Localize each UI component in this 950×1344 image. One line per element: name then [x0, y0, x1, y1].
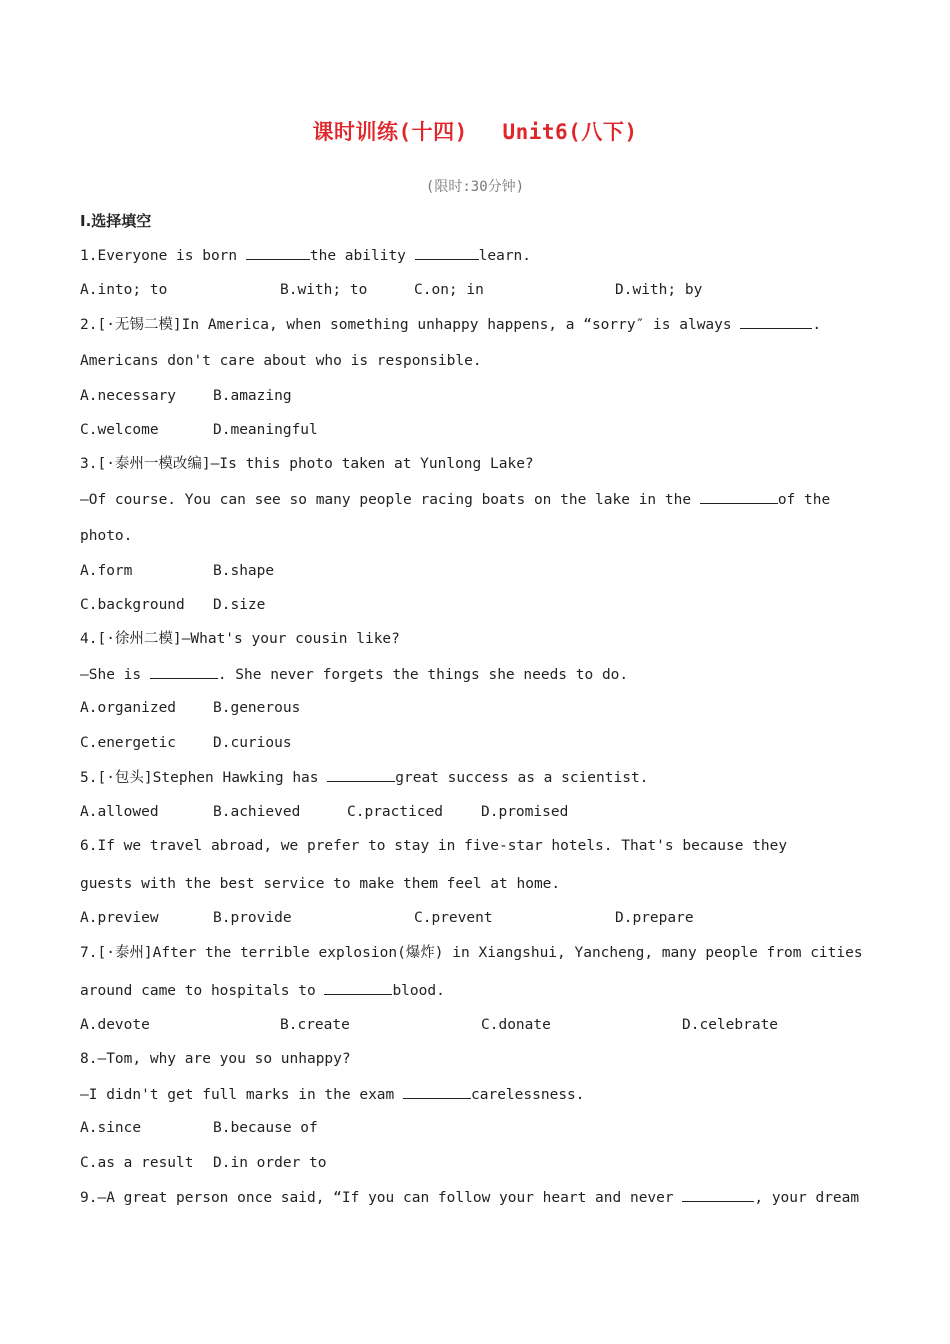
question-3-line-1: 3.[·泰州一模改编]—Is this photo taken at Yunlong Lake? — [80, 456, 534, 472]
question-3-line-3: photo. — [80, 528, 133, 544]
answer-blank — [403, 1084, 471, 1099]
question-6-line-2: guests with the best service to make them feel at home. — [80, 876, 561, 892]
question-4-line-1: 4.[·徐州二模]—What's your cousin like? — [80, 631, 400, 647]
answer-blank — [415, 245, 479, 260]
question-7-line-2: around came to hospitals to blood. — [80, 980, 870, 1001]
q4-option-b[interactable]: B.generous — [213, 700, 301, 716]
q7-option-c[interactable]: C.donate — [481, 1017, 551, 1033]
q4-option-a[interactable]: A.organized — [80, 700, 177, 716]
question-5: 5.[·包头]Stephen Hawking has great success as a scientist. — [80, 767, 870, 788]
question-4-line-2: —She is . She never forgets the things she needs to do. — [80, 664, 870, 685]
q4-option-d[interactable]: D.curious — [213, 735, 292, 751]
q6-option-a[interactable]: A.preview — [80, 910, 159, 926]
question-2-line-1: 2.[·无锡二模]In America, when something unhappy happens, a “sorry″ is always . — [80, 314, 870, 335]
q6-option-d[interactable]: D.prepare — [615, 910, 694, 926]
question-3-line-2: —Of course. You can see so many people racing boats on the lake in the of the — [80, 489, 870, 510]
q2-option-d[interactable]: D.meaningful — [213, 422, 318, 438]
q3-option-a[interactable]: A.form — [80, 563, 133, 579]
page-title: 课时训练(十四) Unit6(八下) — [312, 120, 638, 144]
q1-option-d[interactable]: D.with; by — [615, 282, 703, 298]
q6-option-b[interactable]: B.provide — [213, 910, 292, 926]
answer-blank — [700, 489, 778, 504]
question-9-line-1: 9.—A great person once said, “If you can follow your heart and never , your dream — [80, 1187, 870, 1208]
q3-option-c[interactable]: C.background — [80, 597, 185, 613]
answer-blank — [246, 245, 310, 260]
q3-option-d[interactable]: D.size — [213, 597, 266, 613]
q5-option-b[interactable]: B.achieved — [213, 804, 301, 820]
question-1: 1.Everyone is born the ability learn. — [80, 245, 870, 266]
q8-option-a[interactable]: A.since — [80, 1120, 142, 1136]
section-heading: Ⅰ.选择填空 — [80, 212, 152, 230]
answer-blank — [150, 664, 218, 679]
answer-blank — [740, 314, 812, 329]
time-limit: (限时:30分钟) — [425, 179, 525, 195]
q2-option-a[interactable]: A.necessary — [80, 388, 177, 404]
q8-option-c[interactable]: C.as a result — [80, 1155, 194, 1171]
q8-option-b[interactable]: B.because of — [213, 1120, 318, 1136]
question-6-line-1: 6.If we travel abroad, we prefer to stay in five-star hotels. That's because they — [80, 838, 788, 854]
question-8-line-1: 8.—Tom, why are you so unhappy? — [80, 1051, 351, 1067]
q1-option-b[interactable]: B.with; to — [280, 282, 368, 298]
q8-option-d[interactable]: D.in order to — [213, 1155, 327, 1171]
q1-option-c[interactable]: C.on; in — [414, 282, 484, 298]
answer-blank — [682, 1187, 754, 1202]
q5-option-a[interactable]: A.allowed — [80, 804, 159, 820]
q1-option-a[interactable]: A.into; to — [80, 282, 168, 298]
q3-option-b[interactable]: B.shape — [213, 563, 275, 579]
question-8-line-2: —I didn't get full marks in the exam carelessness. — [80, 1084, 870, 1105]
q7-option-d[interactable]: D.celebrate — [682, 1017, 779, 1033]
question-2-line-2: Americans don't care about who is responsible. — [80, 353, 482, 369]
q4-option-c[interactable]: C.energetic — [80, 735, 177, 751]
q5-option-c[interactable]: C.practiced — [347, 804, 444, 820]
q7-option-b[interactable]: B.create — [280, 1017, 350, 1033]
question-7-line-1: 7.[·泰州]After the terrible explosion(爆炸) in Xiangshui, Yancheng, many people from cities — [80, 945, 863, 961]
q2-option-c[interactable]: C.welcome — [80, 422, 159, 438]
answer-blank — [327, 767, 395, 782]
q7-option-a[interactable]: A.devote — [80, 1017, 150, 1033]
q5-option-d[interactable]: D.promised — [481, 804, 569, 820]
answer-blank — [324, 980, 392, 995]
q6-option-c[interactable]: C.prevent — [414, 910, 493, 926]
q2-option-b[interactable]: B.amazing — [213, 388, 292, 404]
